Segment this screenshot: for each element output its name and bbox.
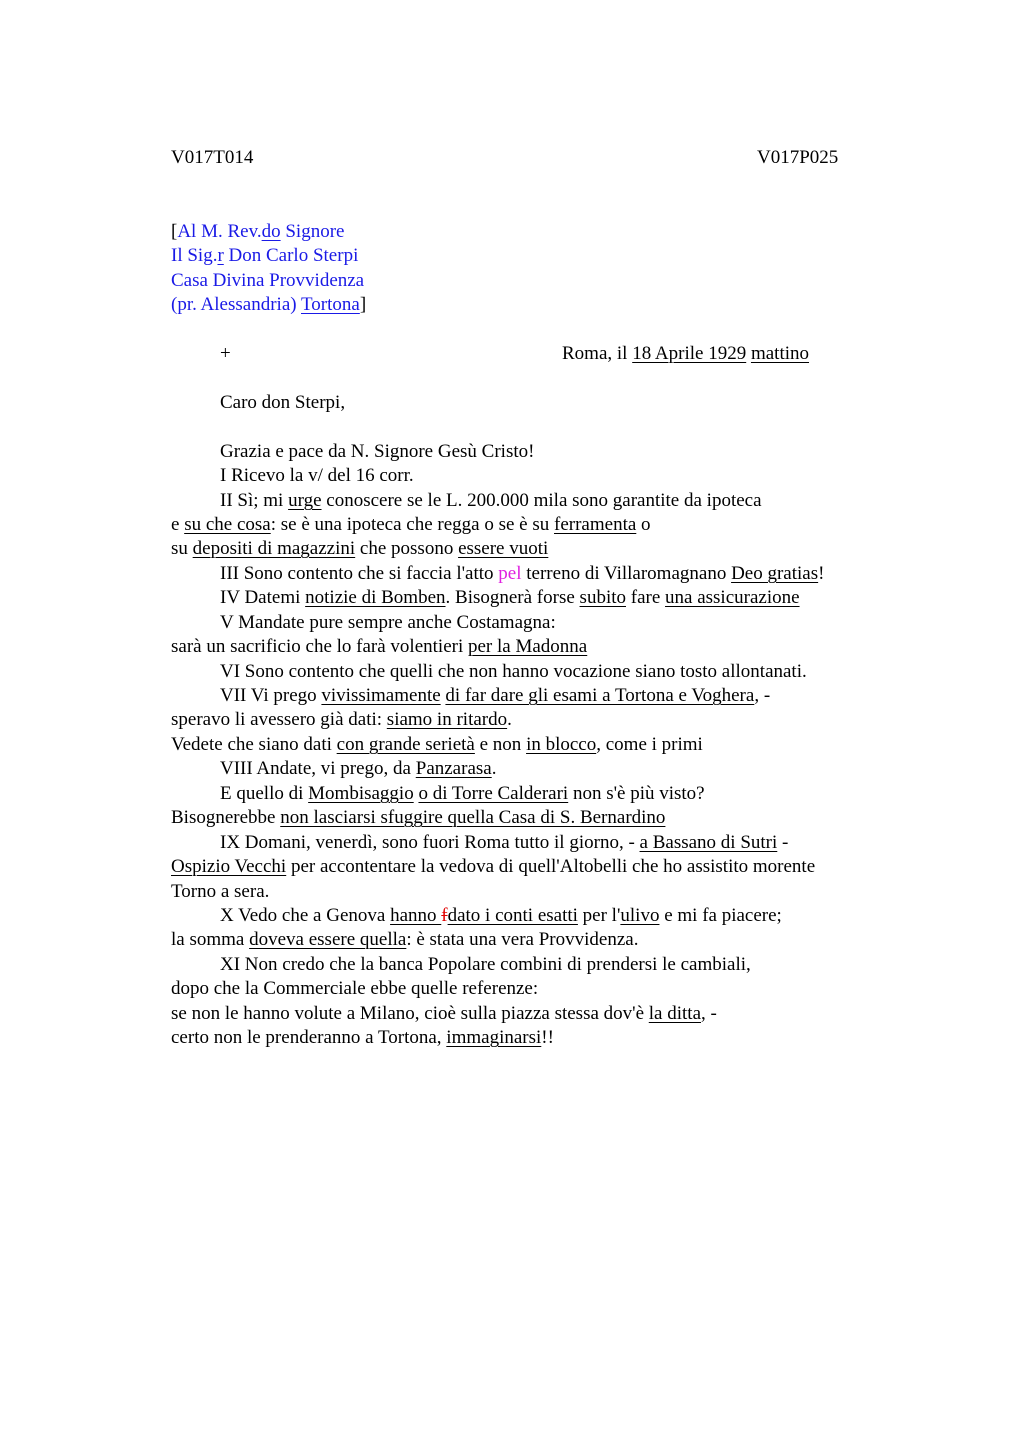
section-7-line-3: Vedete che siano dati con grande serietà e non in blocco, come i primi	[171, 734, 703, 755]
struck-letter: f	[441, 905, 448, 926]
archive-code-left: V017T014	[171, 147, 254, 168]
section-10-line-2: la somma doveva essere quella: è stata una vera Provvidenza.	[171, 929, 639, 950]
section-2-line-1: II Sì; mi urge conoscere se le L. 200.000 mila sono garantite da ipoteca	[220, 490, 762, 511]
section-9-line-2: Ospizio Vecchi per accontentare la vedova di quell'Altobelli che ho assistito morente	[171, 856, 816, 877]
section-8-line-2: E quello di Mombisaggio o di Torre Calderari non s'è più visto?	[220, 783, 705, 804]
section-2-line-2: e su che cosa: se è una ipoteca che regga o se è su ferramenta o	[171, 514, 651, 535]
section-11-line-3: se non le hanno volute a Milano, cioè sulla piazza stessa dov'è la ditta, -	[171, 1003, 717, 1024]
section-7-line-1: VII Vi prego vivissimamente di far dare gli esami a Tortona e Voghera, -	[220, 685, 771, 706]
section-8-line-3: Bisognerebbe non lasciarsi sfuggire quella Casa di S. Bernardino	[171, 807, 666, 828]
section-9-line-3: Torno a sera.	[171, 881, 270, 902]
section-11-line-4: certo non le prenderanno a Tortona, immaginarsi!!	[171, 1027, 554, 1048]
salutation: Caro don Sterpi,	[220, 392, 346, 413]
section-5-line-1: V Mandate pure sempre anche Costamagna:	[220, 612, 556, 633]
address-line-2: Il Sig.r Don Carlo Sterpi	[171, 245, 359, 266]
section-5-line-2: sarà un sacrificio che lo farà volentieri per la Madonna	[171, 636, 588, 657]
section-1: I Ricevo la v/ del 16 corr.	[220, 465, 414, 486]
section-4: IV Datemi notizie di Bomben. Bisognerà forse subito fare una assicurazione	[220, 587, 800, 608]
greeting: Grazia e pace da N. Signore Gesù Cristo!	[220, 441, 535, 462]
section-2-line-3: su depositi di magazzini che possono essere vuoti	[171, 538, 549, 559]
archive-code-right: V017P025	[757, 147, 839, 168]
dateline: Roma, il 18 Aprile 1929 mattino	[562, 343, 810, 364]
address-line-1: [Al M. Rev.do Signore	[171, 221, 345, 242]
section-9-line-1: IX Domani, venerdì, sono fuori Roma tutto il giorno, - a Bassano di Sutri -	[220, 832, 789, 853]
address-line-3: Casa Divina Provvidenza	[171, 270, 365, 291]
section-10-line-1: X Vedo che a Genova hanno fdato i conti esatti per l'ulivo e mi fa piacere;	[220, 905, 782, 926]
section-7-line-2: speravo li avessero già dati: siamo in ritardo.	[171, 709, 512, 730]
section-11-line-2: dopo che la Commerciale ebbe quelle referenze:	[171, 978, 539, 999]
address-line-4: (pr. Alessandria) Tortona]	[171, 294, 367, 315]
section-3: III Sono contento che si faccia l'atto pel terreno di Villaromagnano Deo gratias!	[220, 563, 825, 584]
section-8-line-1: VIII Andate, vi prego, da Panzarasa.	[220, 758, 497, 779]
cross-mark: +	[220, 343, 231, 364]
section-11-line-1: XI Non credo che la banca Popolare combini di prendersi le cambiali,	[220, 954, 751, 975]
section-6: VI Sono contento che quelli che non hanno vocazione siano tosto allontanati.	[220, 661, 807, 682]
